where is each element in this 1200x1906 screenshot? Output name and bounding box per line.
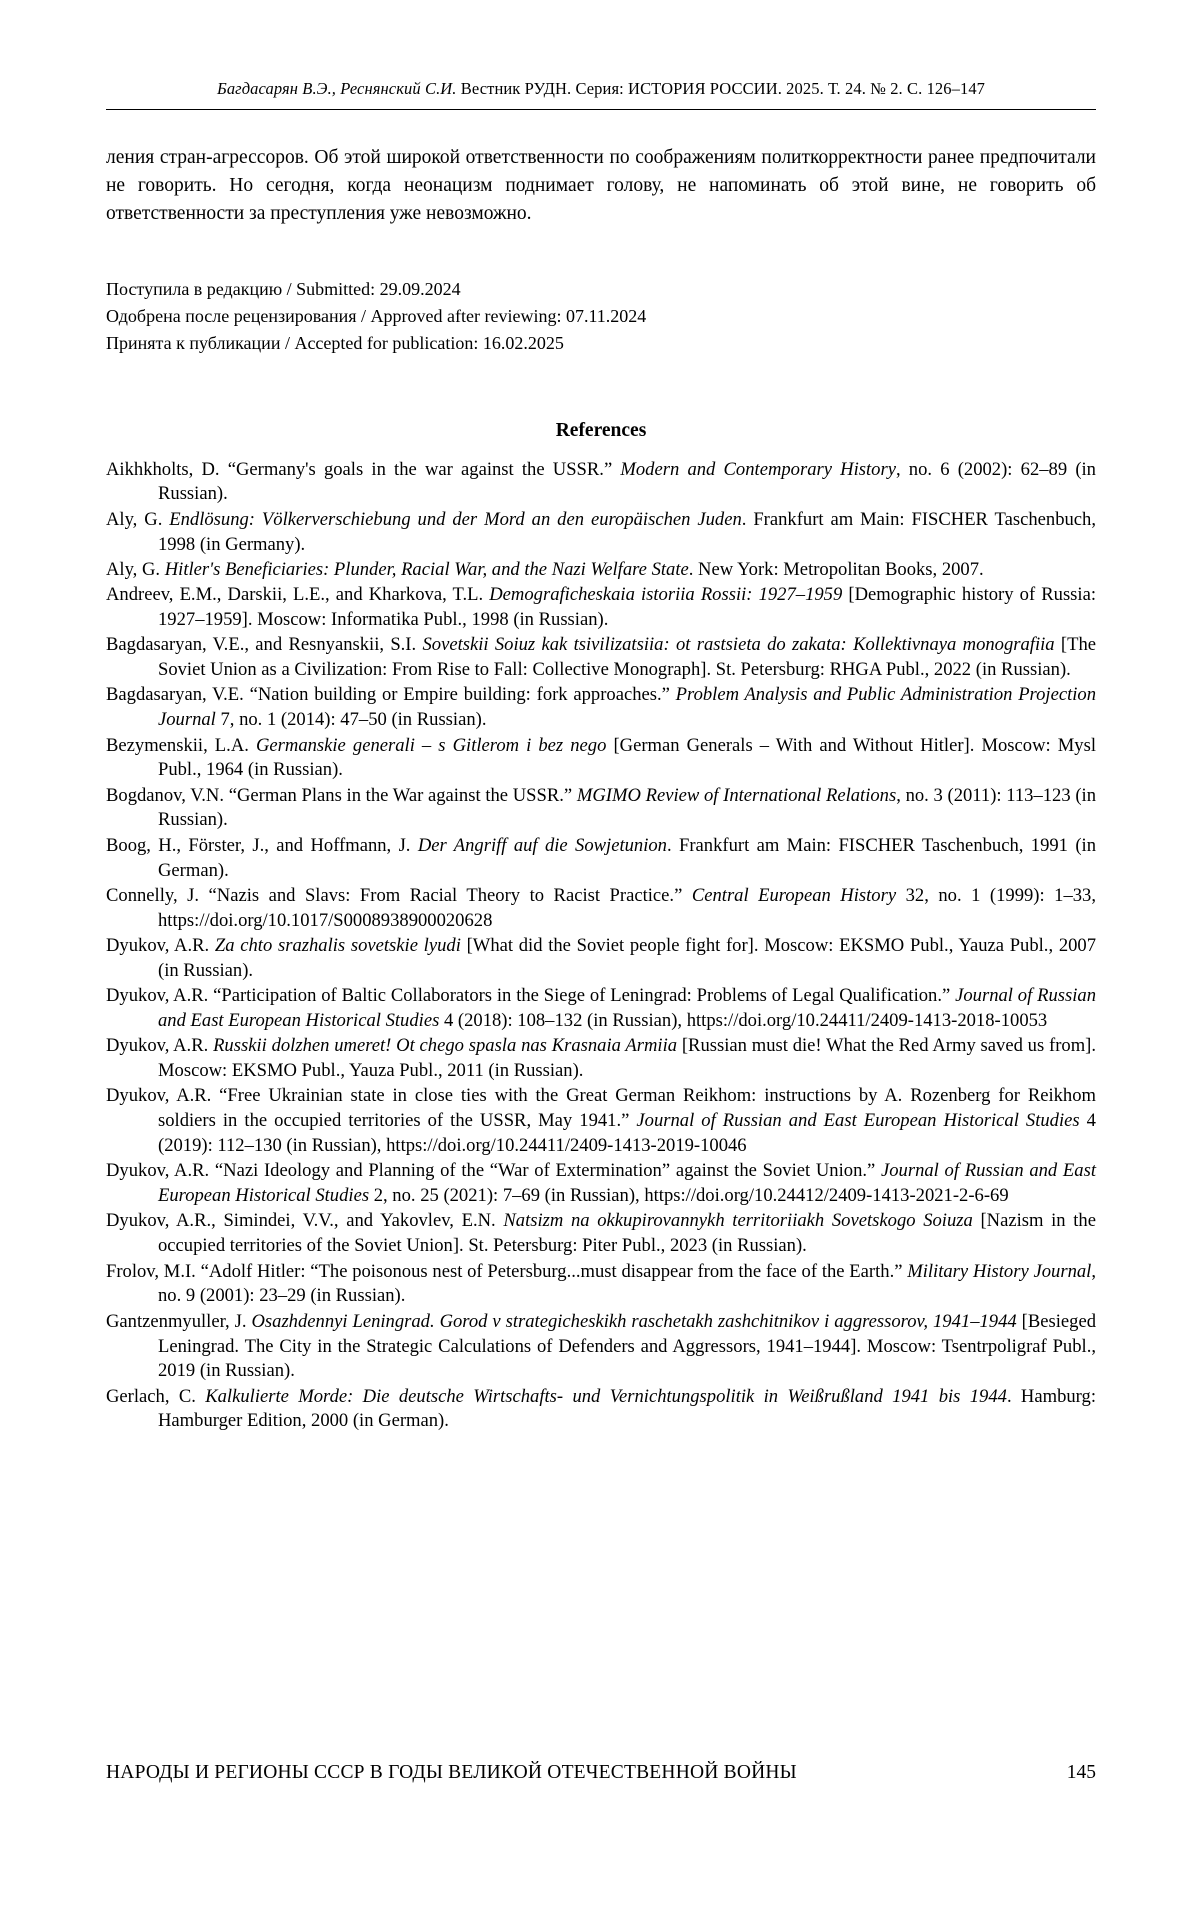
reference-item: Andreev, E.M., Darskii, L.E., and Kharkova, T.L. Demograficheskaia istoriia Rossii: 1927–1959 [Demographic history of Russia: 1927–1959]. Moscow: Informatika Publ., 1998 (in Russian). <box>106 584 1097 630</box>
reference-item: Dyukov, A.R. “Nazi Ideology and Planning of the “War of Extermination” against the Soviet Union.” Journal of Russian and East European Historical Studies 2, no. 25 (2021): 7–69 (in Russian), https://doi.org/10.24412/2409-1413-2021-2-6-69 <box>106 1160 1096 1207</box>
reference-item: Bezymenskii, L.A. Germanskie generali – s Gitlerom i bez nego [German Generals – With and Without Hitler]. Moscow: Mysl Publ., 1964 (in Russian). <box>106 734 1096 781</box>
reference-item: Dyukov, A.R. “Participation of Baltic Collaborators in the Siege of Leningrad: Problems of Legal Qualification.” Journal of Russian and East European Historical Studies 4 (2018): 108–132 (in Russian), https://doi.org/10.24411/2409-1413-2018-10053 <box>106 985 1096 1031</box>
reference-item: Aly, G. Hitler's Beneficiaries: Plunder, Racial War, and the Nazi Welfare State. New York: Metropolitan Books, 2007. <box>106 558 984 580</box>
reference-item: Dyukov, A.R., Simindei, V.V., and Yakovlev, E.N. Natsizm na okkupirovannykh territoriiakh Sovetskogo Soiuza [Nazism in the occupied territories of the Soviet Union]. St. Petersburg: Piter Publ., 2023 (in Russian). <box>106 1210 1096 1257</box>
date-submitted: Поступила в редакцию / Submitted: 29.09.2024 <box>106 278 461 299</box>
reference-item: Bogdanov, V.N. “German Plans in the War against the USSR.” MGIMO Review of International Relations, no. 3 (2011): 113–123 (in Russian). <box>106 784 1096 831</box>
reference-item: Gantzenmyuller, J. Osazhdennyi Leningrad. Gorod v strategicheskikh raschetakh zashchitnikov i aggressorov, 1941–1944 [Besieged Leningrad. The City in the Strategic Calculations of Defenders and Aggressors, 1941–1944]. Moscow: Tsentrpoligraf Publ., 2019 (in Russian). <box>106 1310 1096 1382</box>
reference-item: Connelly, J. “Nazis and Slavs: From Racial Theory to Racist Practice.” Central European History 32, no. 1 (1999): 1–33, https://doi.org/10.1017/S0008938900020628 <box>106 884 1096 931</box>
reference-item: Aly, G. Endlösung: Völkerverschiebung und der Mord an den europäischen Juden. Frankfurt am Main: FISCHER Taschenbuch, 1998 (in Germany). <box>106 508 1096 555</box>
page-footer <box>106 1762 1096 1784</box>
reference-item: Frolov, M.I. “Adolf Hitler: “The poisonous nest of Petersburg...must disappear from the face of the Earth.” Military History Journal, no. 9 (2001): 23–29 (in Russian). <box>106 1260 1096 1307</box>
references-heading: References <box>555 419 647 441</box>
reference-item: Dyukov, A.R. Russkii dolzhen umeret! Ot chego spasla nas Krasnaia Armiia [Russian must die! What the Red Army saved us from]. Moscow: EKSMO Publ., Yauza Publ., 2011 (in Russian). <box>106 1035 1097 1082</box>
reference-item: Aikhkholts, D. “Germany's goals in the war against the USSR.” Modern and Contemporary History, no. 6 (2002): 62–89 (in Russian). <box>106 458 1096 505</box>
body-paragraph: ления стран-агрессоров. Об этой широкой ответственности по соображениям политкорректности ранее предпочитали не говорить. Но сегодня, когда неонацизм поднимает голову, не напоминать об этой вине, не говорить об ответственности за преступления уже невозможно. <box>106 147 1096 224</box>
running-head-journal: Вестник РУДН. Серия: ИСТОРИЯ РОССИИ. 2025. Т. 24. № 2. С. 126–147 <box>456 79 986 98</box>
reference-item: Bagdasaryan, V.E., and Resnyanskii, S.I. Sovetskii Soiuz kak tsivilizatsiia: ot rastsieta do zakata: Kollektivnaya monografiia [The Soviet Union as a Civilization: From Rise to Fall: Collective Monograph]. St. Petersburg: RHGA Publ., 2022 (in Russian). <box>106 634 1097 681</box>
date-accepted: Принята к публикации / Accepted for publication: 16.02.2025 <box>106 333 564 354</box>
submission-dates <box>106 276 1096 358</box>
footer-section-title: НАРОДЫ И РЕГИОНЫ СССР В ГОДЫ ВЕЛИКОЙ ОТЕЧЕСТВЕННОЙ ВОЙНЫ <box>106 1762 797 1783</box>
date-approved: Одобрена после рецензирования / Approved after reviewing: 07.11.2024 <box>106 305 647 326</box>
references-list <box>106 458 1096 1435</box>
reference-item: Boog, H., Förster, J., and Hoffmann, J. Der Angriff auf die Sowjetunion. Frankfurt am Main: FISCHER Taschenbuch, 1991 (in German). <box>106 834 1096 881</box>
running-head <box>106 78 1096 109</box>
reference-item: Bagdasaryan, V.E. “Nation building or Empire building: fork approaches.” Problem Analysis and Public Administration Projection Journal 7, no. 1 (2014): 47–50 (in Russian). <box>106 684 1096 731</box>
footer-page-number: 145 <box>1066 1762 1096 1783</box>
header-rule <box>106 109 1096 110</box>
running-head-authors: Багдасарян В.Э., Реснянский С.И. <box>216 79 457 98</box>
reference-item: Dyukov, A.R. Za chto srazhalis sovetskie lyudi [What did the Soviet people fight for]. Moscow: EKSMO Publ., Yauza Publ., 2007 (in Russian). <box>106 935 1097 981</box>
page-content <box>106 78 1096 1435</box>
reference-item: Gerlach, C. Kalkulierte Morde: Die deutsche Wirtschafts- und Vernichtungspolitik in Weißrußland 1941 bis 1944. Hamburg: Hamburger Edition, 2000 (in German). <box>106 1385 1096 1432</box>
body-text <box>106 144 1096 227</box>
reference-item: Dyukov, A.R. “Free Ukrainian state in close ties with the Great German Reikhom: instructions by A. Rozenberg for Reikhom soldiers in the occupied territories of the USSR, May 1941.” Journal of Russian and East European Historical Studies 4 (2019): 112–130 (in Russian), https://doi.org/10.24411/2409-1413-2019-10046 <box>106 1085 1096 1157</box>
